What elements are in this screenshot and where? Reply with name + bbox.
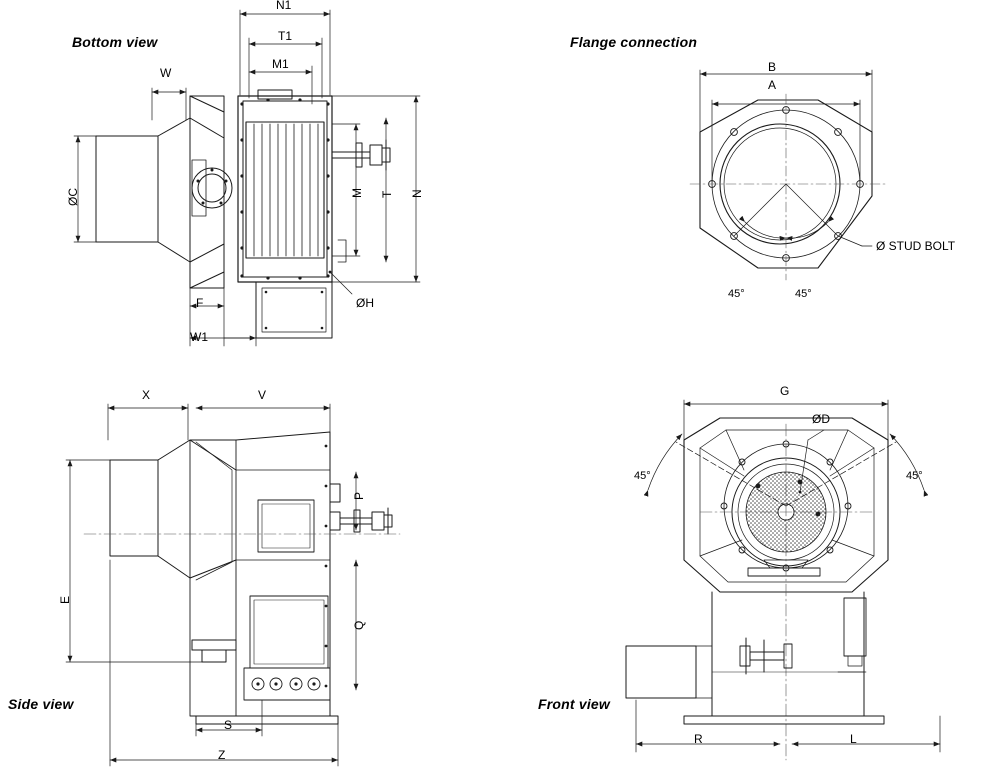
dimension-label-q: Q	[352, 620, 366, 630]
front-view-title: Front view	[538, 696, 611, 712]
dimension-label-f: F	[196, 296, 204, 310]
dimension-label-z: Z	[218, 748, 226, 762]
angle-label-front-right: 45°	[906, 470, 923, 482]
dimension-label-b: B	[768, 60, 777, 74]
side-view-title: Side view	[8, 696, 74, 712]
dimension-label-e: E	[58, 595, 72, 604]
dimension-label-g: G	[780, 384, 790, 398]
angle-label-flange-left: 45°	[728, 288, 745, 300]
dimension-label-m: M	[350, 188, 364, 198]
front-view-geometry	[626, 400, 940, 760]
dimension-label-n: N	[410, 189, 424, 198]
dimension-label-l: L	[850, 732, 857, 746]
flange-connection-geometry	[690, 70, 886, 280]
dimension-label-n1: N1	[276, 0, 292, 12]
dimension-label-t: T	[380, 190, 394, 198]
dimension-label-h: ØH	[356, 296, 374, 310]
dimension-label-w1: W1	[190, 330, 208, 344]
dimension-label-stud-bolt: Ø STUD BOLT	[876, 239, 956, 253]
angle-label-flange-right: 45°	[795, 288, 812, 300]
dimension-label-w: W	[160, 66, 172, 80]
dimension-label-a: A	[768, 78, 777, 92]
dimension-label-x: X	[142, 388, 151, 402]
dimension-label-v: V	[258, 388, 267, 402]
flange-connection-title: Flange connection	[570, 34, 698, 50]
bottom-view-title: Bottom view	[72, 34, 158, 50]
angle-label-front-left: 45°	[634, 470, 651, 482]
side-view-geometry	[66, 404, 400, 766]
dimension-label-r: R	[694, 732, 703, 746]
dimension-label-d: ØD	[812, 412, 830, 426]
dimension-label-s: S	[224, 718, 233, 732]
dimension-label-p: P	[352, 491, 366, 500]
dimension-label-t1: T1	[278, 29, 293, 43]
dimension-label-c: ØC	[66, 188, 80, 206]
dimension-label-m1: M1	[272, 57, 289, 71]
